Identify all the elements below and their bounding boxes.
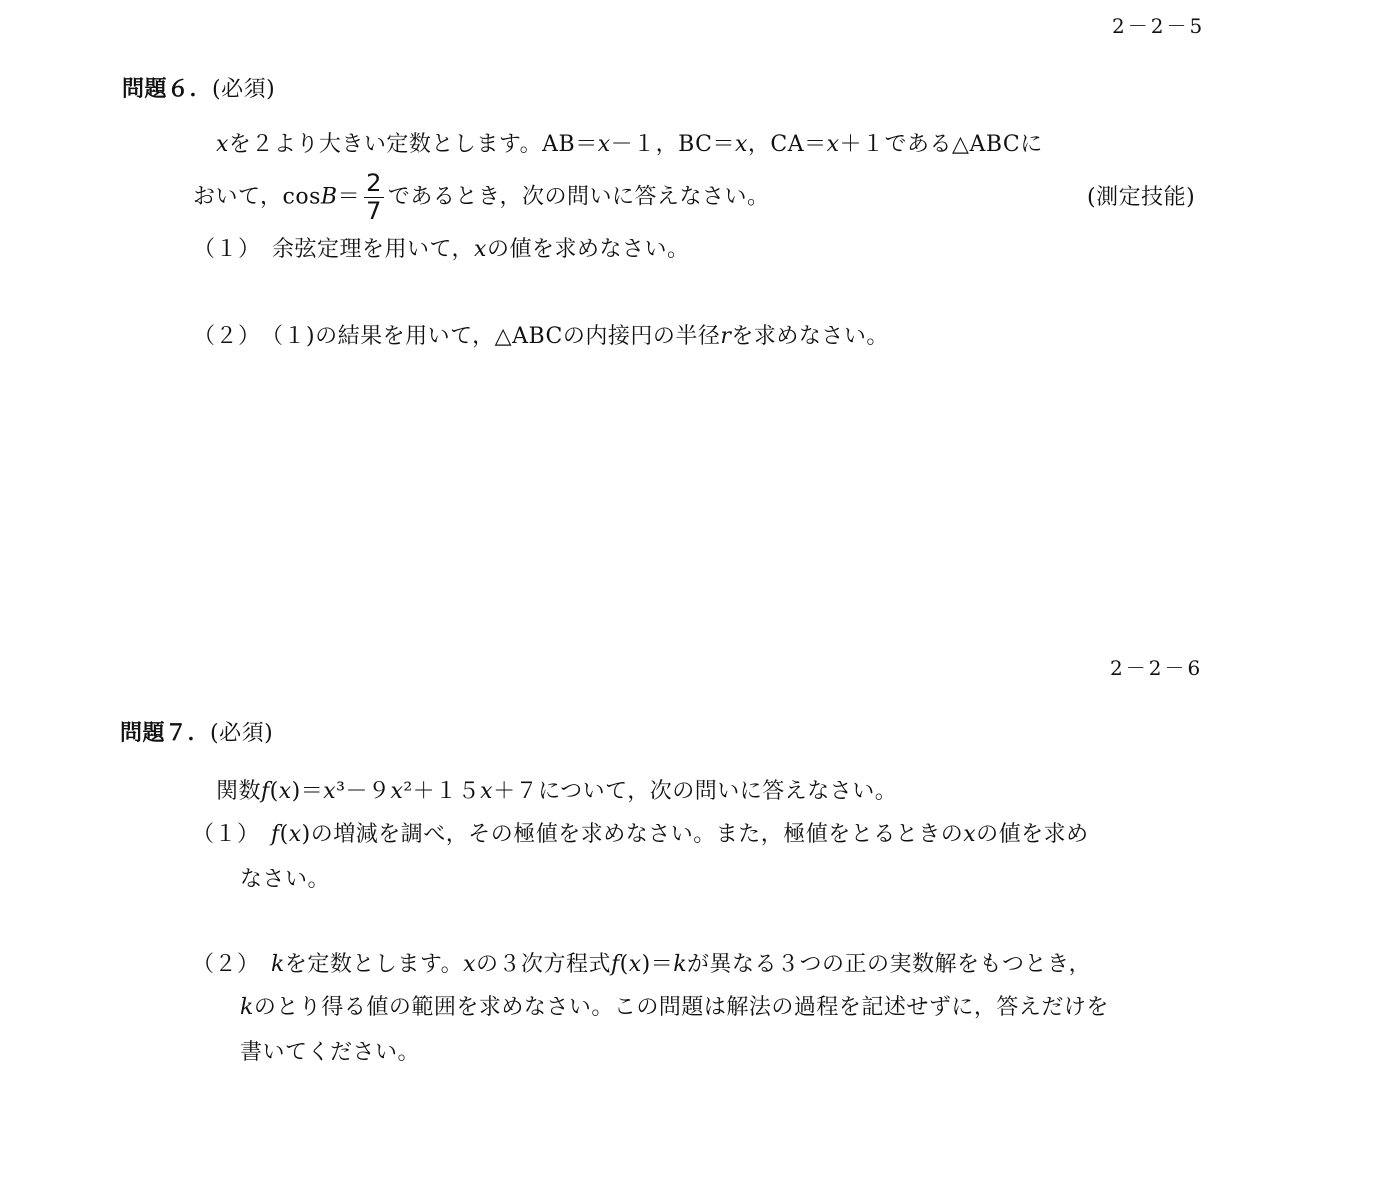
problem-6-heading [122,77,275,103]
problem-6-required: (必須) [212,77,276,102]
problem-7-title: 問題７． [120,721,211,746]
problem-7-question-2-line1: （２） 𝑘を定数とします。𝑥の３次方程式𝑓(𝑥)＝𝑘が異なる３つの正の実数解をもつとき， [192,952,1092,977]
problem-6-title: 問題６． [122,77,213,102]
problem-6-intro-line2-before: おいて，cos𝐵＝ [193,184,361,210]
page-number-middle: 2－2－6 [1110,656,1204,680]
problem-7-question-2-line3: 書いてください。 [240,1040,421,1065]
problem-6-question-2: （２） （１)の結果を用いて，△ABCの内接円の半径𝑟を求めなさい。 [193,324,889,349]
problem-7-question-1-line2: なさい。 [240,867,331,892]
fraction-denominator: 7 [366,197,382,226]
problem-7-question-2-line2: 𝑘のとり得る値の範囲を求めなさい。この問題は解法の過程を記述せずに，答えだけを [240,995,1109,1020]
skill-tag: (測定技能) [1087,185,1196,210]
fraction-numerator: 2 [366,169,382,197]
problem-6-question-1: （１） 余弦定理を用いて，𝑥の値を求めなさい。 [193,237,690,262]
problem-7-required: (必須) [210,721,274,746]
problem-6-intro-line2-after: であるとき，次の問いに答えなさい。 [387,184,770,210]
problem-7-intro: 関数𝑓(𝑥)＝𝑥³－９𝑥²＋１５𝑥＋７について，次の問いに答えなさい。 [216,779,898,804]
page-number-top: 2－2－5 [1112,14,1206,38]
fraction-2-7 [364,171,384,224]
problem-7-heading [120,721,273,747]
problem-6-intro-line1: 𝑥を２より大きい定数とします。AB＝𝑥－１，BC＝𝑥，CA＝𝑥＋１である△ABCに [216,132,1043,157]
problem-6-intro-line2 [193,171,770,224]
problem-7-question-1-line1: （１） 𝑓(𝑥)の増減を調べ，その極値を求めなさい。また，極値をとるときの𝑥の値を求め [192,822,1089,847]
